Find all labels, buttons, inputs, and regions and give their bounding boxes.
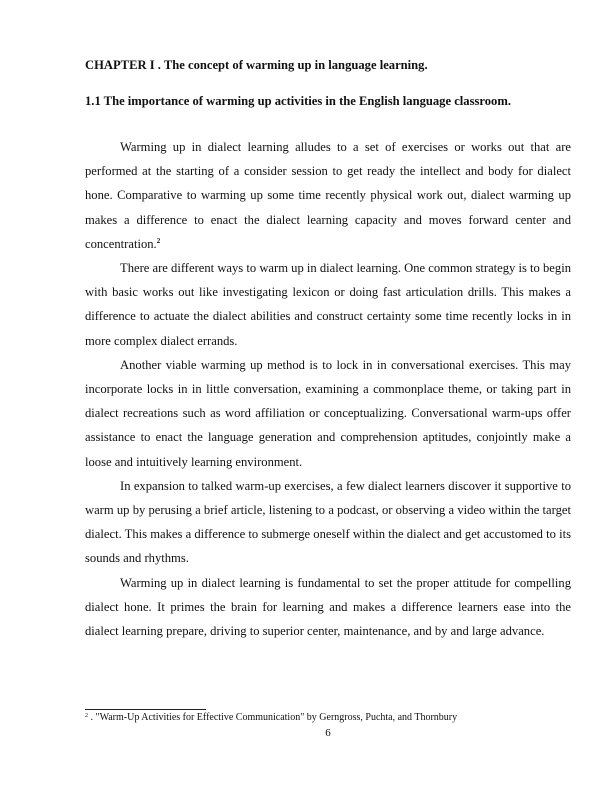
footnote-marker: 2 xyxy=(85,713,88,719)
footnote-text: . "Warm-Up Activities for Effective Communication" by Gerngross, Puchta, and Thornbury xyxy=(88,712,458,723)
body-text xyxy=(85,135,571,643)
paragraph-text: Warming up in dialect learning alludes to a set of exercises or works out that are performed at the starting of a consider session to get ready the intellect and body for dialect hone. Comparative to warming up some time recently physical work out, dialect warming up makes a difference to enact the dialect learning capacity and moves forward center and concentration. xyxy=(85,140,571,251)
page-number: 6 xyxy=(325,727,331,739)
paragraph: In expansion to talked warm-up exercises, a few dialect learners discover it supportive to warm up by perusing a brief article, listening to a podcast, or observing a video within the target dialect. This makes a difference to submerge oneself within the dialect and get accustomed to its sounds and rhythms. xyxy=(85,478,571,566)
section-title: 1.1 The importance of warming up activities in the English language classroom. xyxy=(85,94,511,108)
paragraph xyxy=(85,135,571,256)
footnote xyxy=(85,712,575,723)
footnote-divider xyxy=(85,709,206,710)
paragraph: There are different ways to warm up in dialect learning. One common strategy is to begin with basic works out like investigating lexicon or doing fast articulation drills. This makes a difference to actuate the dialect abilities and construct certainty some time recently locks in in more complex dialect errands. xyxy=(85,261,571,348)
paragraph: Another viable warming up method is to lock in in conversational exercises. This may incorporate locks in in little conversation, examining a commonplace theme, or taking part in dialect recreations such as word affiliation or conceptualizing. Conversational warm-ups offer assistance to enact the language generation and comprehension aptitudes, conjointly make a loose and intuitively learning environment. xyxy=(85,357,571,469)
footnote-reference: 2 xyxy=(156,236,161,245)
chapter-title: CHAPTER I . The concept of warming up in language learning. xyxy=(85,58,428,72)
paragraph: Warming up in dialect learning is fundamental to set the proper attitude for compelling dialect hone. It primes the brain for learning and makes a difference learners ease into the dialect learning prepare, driving to superior center, maintenance, and by and large advance. xyxy=(85,575,571,639)
